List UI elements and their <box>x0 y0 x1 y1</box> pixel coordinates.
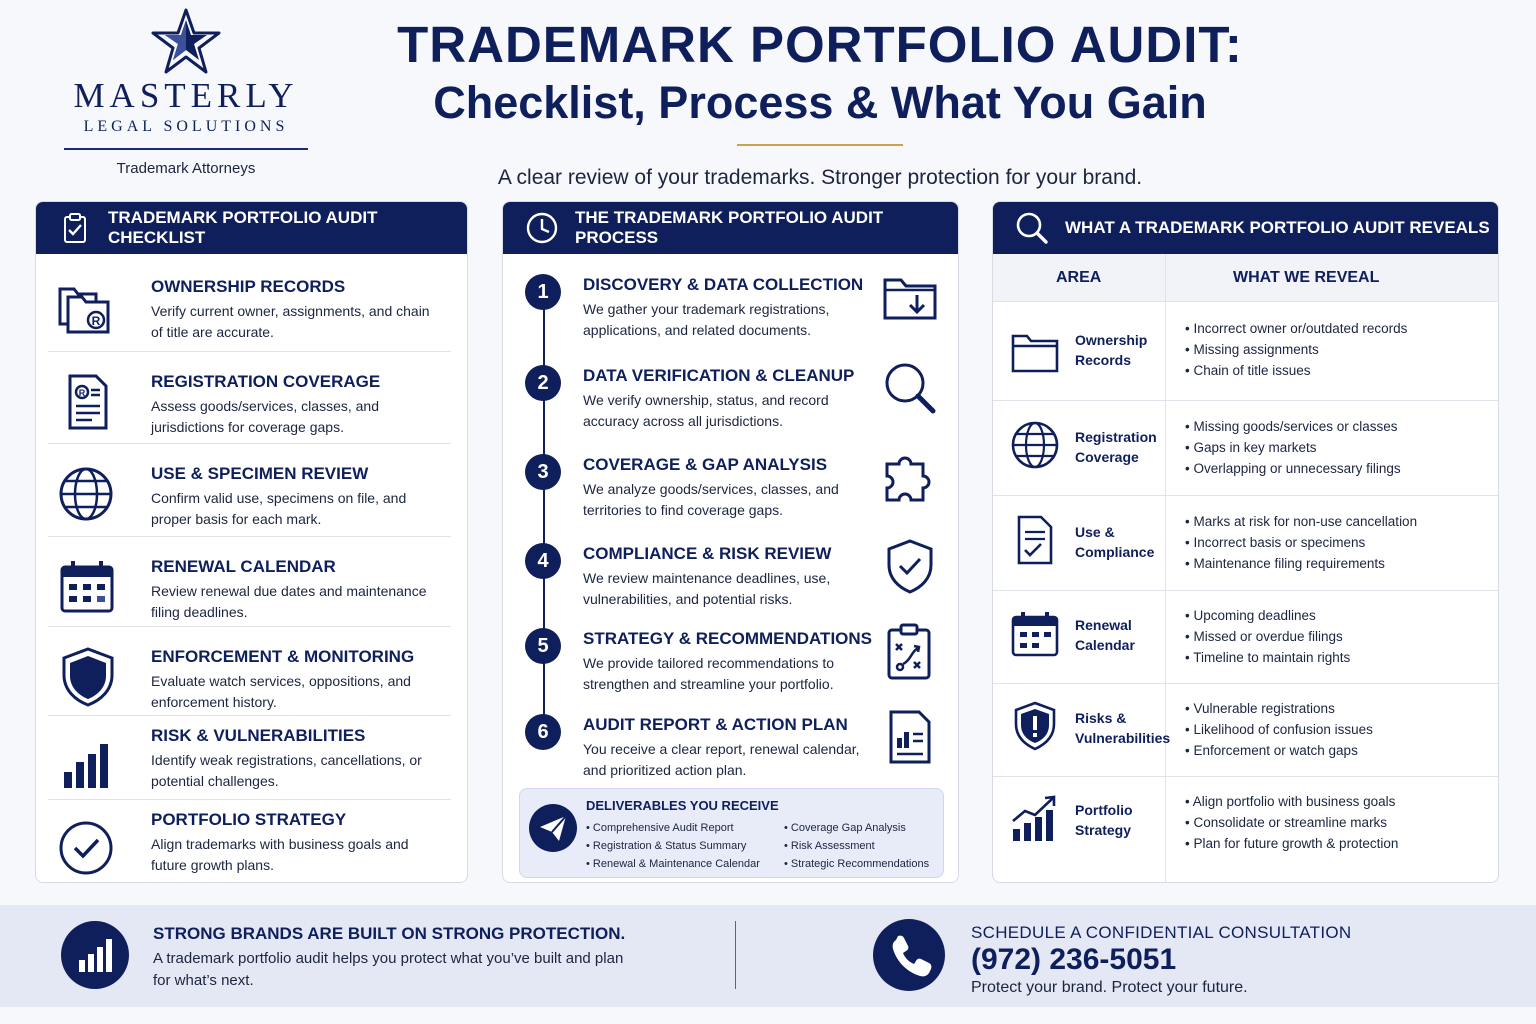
search-icon <box>1015 211 1049 245</box>
deliverables-list <box>586 819 760 873</box>
reveal-point: • Incorrect owner or/outdated records <box>1185 318 1407 339</box>
page-title: TRADEMARK PORTFOLIO AUDIT: <box>397 16 1243 73</box>
deliverable-item: • Strategic Recommendations <box>784 855 929 873</box>
brand-name: MASTERLY <box>73 76 299 115</box>
reveal-point: • Missing goods/services or classes <box>1185 416 1401 437</box>
reveals-row <box>993 401 1499 496</box>
checklist-item-desc: Review renewal due dates and maintenance filing deadlines. <box>151 583 427 620</box>
reveal-point: • Timeline to maintain rights <box>1185 647 1350 668</box>
reveal-point: • Align portfolio with business goals <box>1185 791 1398 812</box>
check-circle-icon <box>56 818 120 882</box>
checklist-item-desc: Assess goods/services, classes, and jurisdictions for coverage gaps. <box>151 398 379 435</box>
step-desc: You receive a clear report, renewal calendar, and prioritized action plan. <box>583 741 860 778</box>
checklist-header <box>36 202 467 254</box>
brand-tagline: Trademark Attorneys <box>116 160 256 177</box>
deliverable-item: • Comprehensive Audit Report <box>586 819 760 837</box>
footer-desc: A trademark portfolio audit helps you protect what you’ve built and plan for what’s next. <box>153 950 624 989</box>
calendar-icon <box>1009 609 1061 661</box>
reveals-points <box>1185 511 1417 574</box>
reveal-point: • Chain of title issues <box>1185 360 1407 381</box>
footer-divider <box>735 921 736 989</box>
globe-icon <box>56 462 120 526</box>
page-header <box>330 16 1310 190</box>
checklist-item-title: REGISTRATION COVERAGE <box>151 372 381 391</box>
svg-text:R: R <box>78 388 86 398</box>
phone-icon[interactable] <box>872 918 946 992</box>
phone-number-link[interactable]: (972) 236-5051 <box>971 943 1177 976</box>
reveals-row <box>993 777 1499 883</box>
brand-logo <box>60 8 312 177</box>
checklist-item <box>48 716 451 800</box>
step-title: AUDIT REPORT & ACTION PLAN <box>583 715 848 734</box>
reveals-row <box>993 684 1499 777</box>
shield-check-icon <box>881 537 939 595</box>
checklist-item-title: OWNERSHIP RECORDS <box>151 277 346 296</box>
checklist-item <box>48 444 451 537</box>
shield-alert-icon <box>1009 700 1061 752</box>
consultation-cta: SCHEDULE A CONFIDENTIAL CONSULTATION <box>971 923 1352 942</box>
puzzle-icon <box>881 448 939 506</box>
reveals-area: Ownership Records <box>1075 332 1148 368</box>
reveals-area: Registration Coverage <box>1075 429 1157 465</box>
reveals-row <box>993 591 1499 684</box>
brand-divider <box>64 148 308 150</box>
clock-icon <box>525 211 559 245</box>
reveal-point: • Maintenance filing requirements <box>1185 553 1417 574</box>
step-desc: We review maintenance deadlines, use, vulnerabilities, and potential risks. <box>583 570 831 607</box>
reveal-point: • Upcoming deadlines <box>1185 605 1350 626</box>
footer-band <box>0 905 1536 1007</box>
report-icon <box>881 708 939 766</box>
reveal-point: • Likelihood of confusion issues <box>1185 719 1373 740</box>
reveals-points <box>1185 698 1373 761</box>
page-title-line2: Checklist, Process & What You Gain <box>433 77 1207 128</box>
checklist-item-desc: Confirm valid use, specimens on file, and proper basis for each mark. <box>151 490 407 527</box>
step-title: COVERAGE & GAP ANALYSIS <box>583 455 828 474</box>
bar-chart-icon <box>60 920 130 990</box>
star-icon <box>151 8 221 74</box>
magnifier-icon <box>881 359 939 417</box>
document-check-icon <box>1009 514 1061 566</box>
reveal-point: • Enforcement or watch gaps <box>1185 740 1373 761</box>
checklist-item <box>48 257 451 352</box>
reveals-points <box>1185 605 1350 668</box>
reveals-panel <box>992 201 1499 883</box>
reveals-points <box>1185 791 1398 854</box>
process-heading: THE TRADEMARK PORTFOLIO AUDIT PROCESS <box>575 208 884 247</box>
globe-icon <box>1009 419 1061 471</box>
reveals-points <box>1185 318 1407 381</box>
reveal-point: • Consolidate or streamline marks <box>1185 812 1398 833</box>
reveals-area: Renewal Calendar <box>1075 617 1135 653</box>
checklist-item-desc: Evaluate watch services, oppositions, and enforcement history. <box>151 673 411 710</box>
reveal-point: • Gaps in key markets <box>1185 437 1401 458</box>
checklist-item-title: PORTFOLIO STRATEGY <box>151 810 347 829</box>
calendar-icon <box>56 555 120 619</box>
column-area: AREA <box>1056 269 1102 286</box>
reveal-point: • Marks at risk for non-use cancellation <box>1185 511 1417 532</box>
step-title: STRATEGY & RECOMMENDATIONS <box>583 629 873 648</box>
step-number: 6 <box>525 714 561 750</box>
step-number: 4 <box>525 543 561 579</box>
reveals-area: Portfolio Strategy <box>1075 802 1133 838</box>
reveals-heading: WHAT A TRADEMARK PORTFOLIO AUDIT REVEALS <box>1065 218 1490 237</box>
checklist-item <box>48 537 451 627</box>
folders-icon <box>56 275 120 339</box>
step-desc: We verify ownership, status, and record accuracy across all jurisdictions. <box>583 392 829 429</box>
deliverables-list <box>784 819 929 873</box>
checklist-item-desc: Verify current owner, assignments, and chain of title are accurate. <box>151 303 430 340</box>
checklist-item-desc: Identify weak registrations, cancellations, or potential challenges. <box>151 752 422 789</box>
reveal-point: • Incorrect basis or specimens <box>1185 532 1417 553</box>
checklist-item-title: RENEWAL CALENDAR <box>151 557 336 576</box>
step-desc: We gather your trademark registrations, applications, and related documents. <box>583 301 830 338</box>
reveal-point: • Missing assignments <box>1185 339 1407 360</box>
reveal-point: • Missed or overdue filings <box>1185 626 1350 647</box>
bar-chart-icon <box>56 734 120 798</box>
clipboard-check-icon <box>58 211 92 245</box>
reveal-point: • Vulnerable registrations <box>1185 698 1373 719</box>
checklist-panel <box>35 201 468 883</box>
deliverable-item: • Registration & Status Summary <box>586 837 760 855</box>
reveals-points <box>1185 416 1401 479</box>
checklist-item-title: RISK & VULNERABILITIES <box>151 726 366 745</box>
step-title: COMPLIANCE & RISK REVIEW <box>583 544 832 563</box>
reveal-point: • Overlapping or unnecessary filings <box>1185 458 1401 479</box>
step-number: 1 <box>525 274 561 310</box>
checklist-item <box>48 627 451 716</box>
checklist-item <box>48 800 451 883</box>
title-divider <box>737 144 903 146</box>
deliverables-box <box>519 788 944 878</box>
growth-chart-icon <box>1009 793 1061 845</box>
checklist-heading: TRADEMARK PORTFOLIO AUDIT CHECKLIST <box>108 208 378 247</box>
brand-subname: LEGAL SOLUTIONS <box>83 118 289 135</box>
folder-download-icon <box>881 268 939 326</box>
step-number: 2 <box>525 365 561 401</box>
step-desc: We analyze goods/services, classes, and territories to find coverage gaps. <box>583 481 839 518</box>
checklist-item-desc: Align trademarks with business goals and future growth plans. <box>151 836 409 873</box>
step-desc: We provide tailored recommendations to strengthen and streamline your portfolio. <box>583 655 835 692</box>
deliverable-item: • Coverage Gap Analysis <box>784 819 929 837</box>
reveal-point: • Plan for future growth & protection <box>1185 833 1398 854</box>
strategy-clipboard-icon <box>881 622 939 680</box>
deliverable-item: • Risk Assessment <box>784 837 929 855</box>
reveals-header <box>993 202 1498 254</box>
deliverable-item: • Renewal & Maintenance Calendar <box>586 855 760 873</box>
step-number: 5 <box>525 628 561 664</box>
footer-title: STRONG BRANDS ARE BUILT ON STRONG PROTECTION. <box>153 924 626 943</box>
step-title: DISCOVERY & DATA COLLECTION <box>583 275 864 294</box>
checklist-item <box>48 352 451 444</box>
reveals-area: Risks & Vulnerabilities <box>1075 710 1171 746</box>
process-panel <box>502 201 959 883</box>
checklist-item-title: USE & SPECIMEN REVIEW <box>151 464 369 483</box>
page-subtitle: A clear review of your trademarks. Stronger protection for your brand. <box>497 166 1143 189</box>
reveals-row <box>993 302 1499 401</box>
checklist-item-title: ENFORCEMENT & MONITORING <box>151 647 415 666</box>
step-number: 3 <box>525 454 561 490</box>
svg-text:R: R <box>91 314 101 328</box>
shield-icon <box>56 645 120 709</box>
step-title: DATA VERIFICATION & CLEANUP <box>583 366 855 385</box>
folder-icon <box>1009 326 1061 378</box>
reveals-area: Use & Compliance <box>1075 524 1155 560</box>
reveals-column-header <box>993 254 1499 302</box>
footer-tagline: Protect your brand. Protect your future. <box>971 979 1248 996</box>
process-header <box>503 202 958 254</box>
registration-document-icon <box>56 370 120 434</box>
paper-plane-icon <box>528 803 578 853</box>
reveals-row <box>993 496 1499 591</box>
deliverables-title: DELIVERABLES YOU RECEIVE <box>586 798 779 813</box>
column-what-we-reveal: WHAT WE REVEAL <box>1233 269 1380 286</box>
